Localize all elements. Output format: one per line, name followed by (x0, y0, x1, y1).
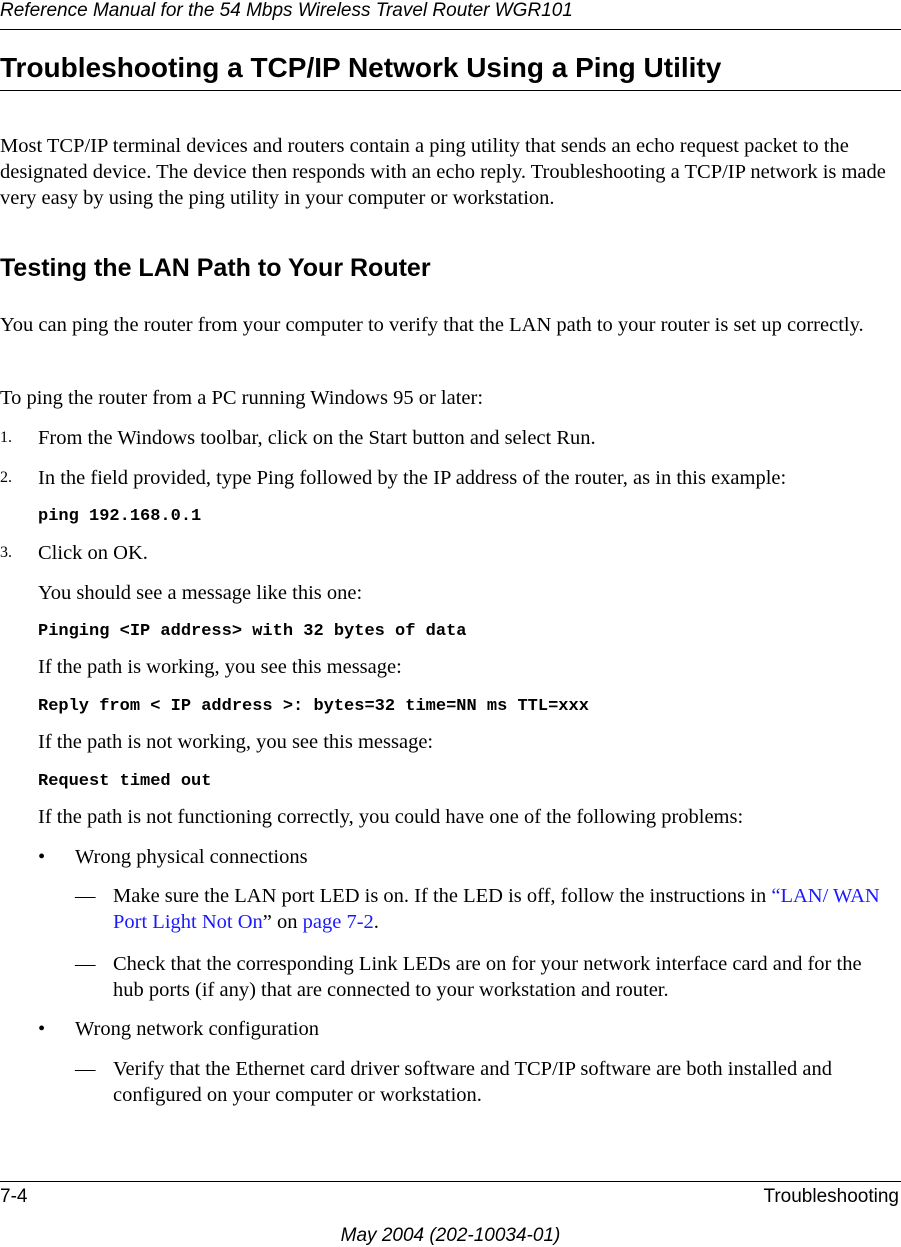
step-number: 3. (0, 544, 12, 561)
problem-label: Wrong physical connections (75, 846, 308, 868)
subsection-paragraph-1: You can ping the router from your computer to verify that the LAN path to your router is set up correctly. (0, 314, 864, 336)
subsection-title: Testing the LAN Path to Your Router (0, 254, 431, 282)
reply-message: Reply from < IP address >: bytes=32 time=NN ms TTL=xxx (38, 697, 589, 716)
page-number: 7-4 (0, 1186, 28, 1207)
detail-text: Check that the corresponding Link LEDs are on for your network interface card and for the hub ports (if any) that are connected to your workstation and router. (113, 953, 862, 1001)
dash-marker: — (75, 885, 96, 907)
timeout-message: Request timed out (38, 772, 212, 791)
step-text: In the field provided, type Ping followed by the IP address of the router, as in this example: (38, 467, 787, 489)
section-title-rule (0, 90, 901, 91)
footer-date-code: May 2004 (202-10034-01) (340, 1225, 561, 1246)
footer-rule (0, 1181, 901, 1182)
if-not-functioning-text: If the path is not functioning correctly, you could have one of the following problems: (38, 806, 744, 828)
step-text: Click on OK. (38, 542, 148, 564)
intro-paragraph: Most TCP/IP terminal devices and routers contain a ping utility that sends an echo request packet to the designated device. The device then responds with an echo reply. Troubleshooting a TCP/IP network is made very easy by using the ping utility in your computer or workstation. (0, 135, 886, 209)
pinging-message: Pinging <IP address> with 32 bytes of data (38, 622, 467, 641)
lan-wan-light-link[interactable]: “LAN/ WAN Port Light Not On (113, 885, 880, 933)
detail-text: Make sure the LAN port LED is on. If the LED is off, follow the instructions in (113, 885, 767, 907)
step-number: 2. (0, 469, 12, 486)
see-message-text: You should see a message like this one: (38, 582, 363, 604)
ping-command: ping 192.168.0.1 (38, 507, 202, 526)
footer-chapter: Troubleshooting (763, 1186, 899, 1207)
if-working-text: If the path is working, you see this message: (38, 656, 402, 678)
running-header: Reference Manual for the 54 Mbps Wireless Travel Router WGR101 (0, 0, 573, 21)
bullet-marker: • (38, 846, 46, 868)
step-number: 1. (0, 429, 12, 446)
detail-text: Verify that the Ethernet card driver software and TCP/IP software are both installed and configured on your computer or workstation. (113, 1058, 832, 1106)
detail-text: ” on (262, 911, 303, 933)
section-title: Troubleshooting a TCP/IP Network Using a Ping Utility (0, 52, 722, 83)
bullet-marker: • (38, 1018, 46, 1040)
detail-text: . (373, 911, 379, 933)
if-not-working-text: If the path is not working, you see this message: (38, 731, 434, 753)
dash-marker: — (75, 953, 96, 975)
dash-marker: — (75, 1058, 96, 1080)
subsection-paragraph-2: To ping the router from a PC running Windows 95 or later: (0, 387, 484, 409)
problem-label: Wrong network configuration (75, 1018, 319, 1040)
header-rule (0, 29, 901, 30)
page-link[interactable]: page 7-2 (302, 911, 374, 933)
step-text: From the Windows toolbar, click on the Start button and select Run. (38, 427, 596, 449)
